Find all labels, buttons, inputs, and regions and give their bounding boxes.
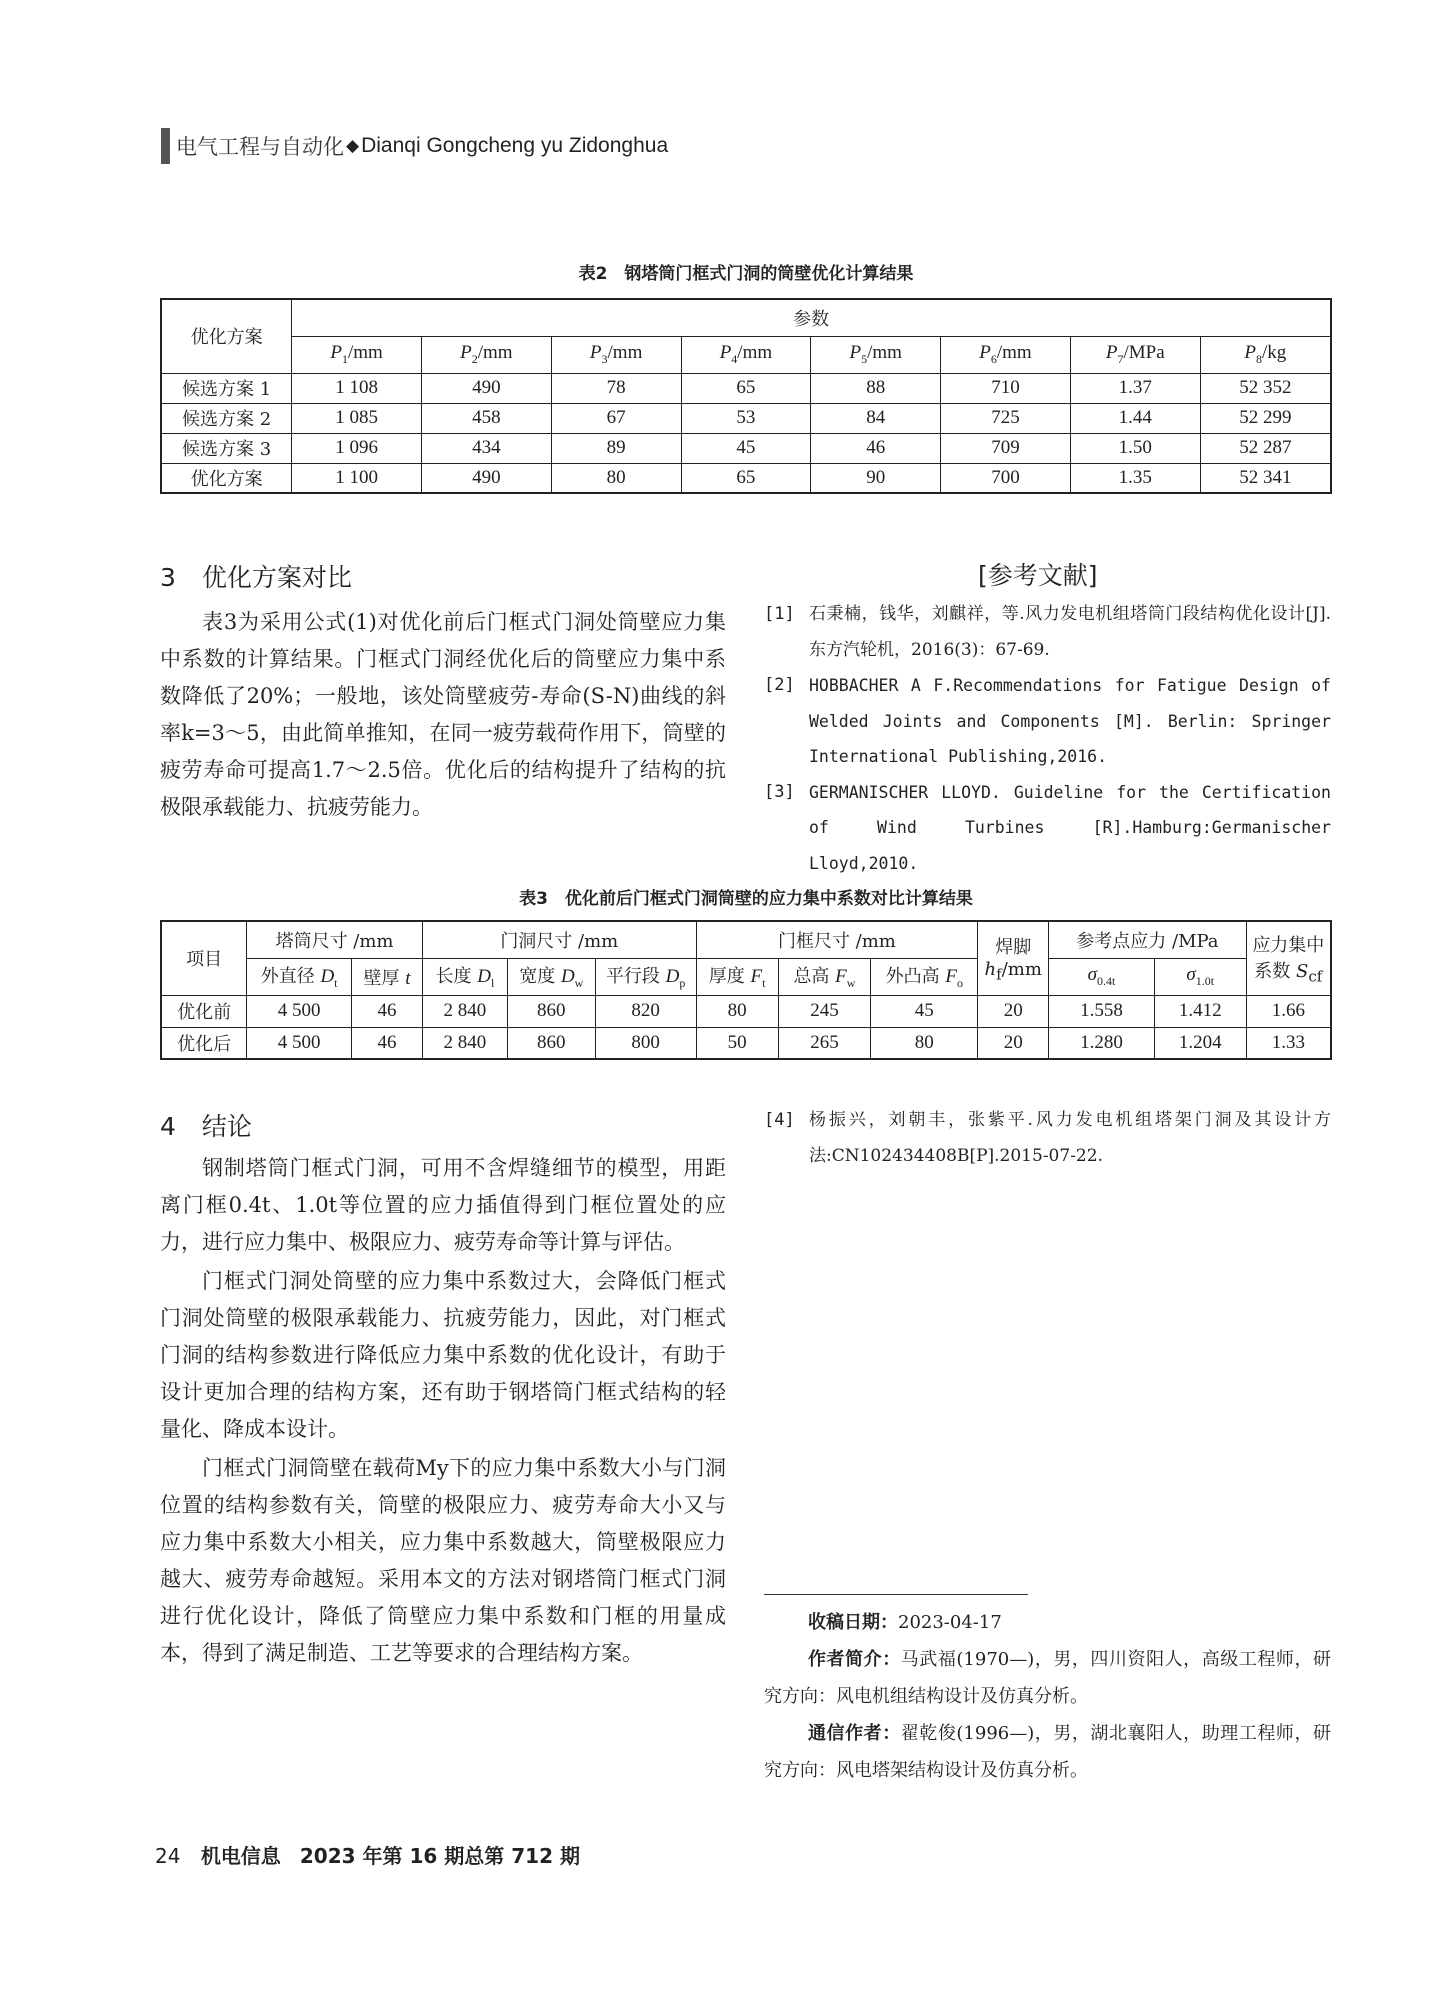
header-symbol: F <box>835 966 847 988</box>
table3-cell: 1.412 <box>1154 995 1246 1027</box>
header-symbol: D <box>320 966 335 988</box>
footnotes <box>764 1604 1331 1789</box>
table3-cell: 50 <box>696 1027 778 1059</box>
header-symbol: t <box>405 967 411 989</box>
section3-paragraph: 表3为采用公式(1)对优化前后门框式门洞处筒壁应力集中系数的计算结果。门框式门洞经优化后的筒壁应力集中系数降低了20%；一般地，该处筒壁疲劳-寿命(S-N)曲线的斜率k=3～5，由此简单推知，在同一疲劳载荷作用下，筒壁的疲劳寿命可提高1.7～2.5倍。优化后的结构提升了结构的抗极限承载能力、抗疲劳能力。 <box>160 610 726 819</box>
header-symbol: F <box>750 966 763 988</box>
header-unit: /mm <box>607 342 643 364</box>
header-label: 壁厚 <box>363 967 406 989</box>
section4-paragraph: 门框式门洞处筒壁的应力集中系数过大，会降低门框式门洞处筒壁的极限承载能力、抗疲劳能力，因此，对门框式门洞的结构参数进行降低应力集中系数的优化设计，有助于设计更加合理的结构方案，还有助于钢塔筒门框式结构的轻量化、降成本设计。 <box>160 1269 726 1441</box>
section4-body <box>160 1150 726 1674</box>
table2-cell: 710 <box>941 373 1071 403</box>
header-subscript: p <box>679 975 686 990</box>
table2-column-header <box>292 336 422 373</box>
header-symbol: P <box>589 342 602 364</box>
header-unit: /kg <box>1262 342 1287 364</box>
table3-sub-header <box>422 958 507 995</box>
table3-group-tower: 塔筒尺寸 /mm <box>247 921 423 958</box>
table2-cell: 434 <box>421 433 551 463</box>
header-label: 宽度 <box>519 966 561 988</box>
header-subscript: 4 <box>731 351 738 366</box>
table2-row <box>161 433 1331 463</box>
table2-row-label: 候选方案 2 <box>161 403 292 433</box>
header-subscript: 6 <box>990 351 997 366</box>
header-symbol: P <box>719 342 732 364</box>
header-symbol: P <box>330 342 342 364</box>
table3-cell: 1.558 <box>1049 995 1155 1027</box>
header-subscript: w <box>846 975 856 990</box>
table2-column-header <box>1070 336 1200 373</box>
table3-stress-header <box>1154 958 1246 995</box>
header-unit: /mm <box>867 342 902 364</box>
header-subscript: t <box>334 975 338 990</box>
reference-number: [1] <box>764 604 795 624</box>
table2-cell: 89 <box>551 433 681 463</box>
table2-cell: 1 100 <box>292 463 422 493</box>
journal-name-cn: 电气工程与自动化 <box>176 135 344 159</box>
table3-item-header: 项目 <box>161 921 247 995</box>
header-label: 总高 <box>793 966 836 988</box>
header-subscript: 7 <box>1117 351 1124 366</box>
reference-item <box>764 668 1331 775</box>
table3-cell: 2 840 <box>422 995 507 1027</box>
section3-number: 3 <box>160 563 176 592</box>
footer-issue: 2023 年第 16 期总第 712 期 <box>299 1844 580 1868</box>
table3-scf-header <box>1246 921 1331 995</box>
table3-weld-header <box>978 921 1049 995</box>
header-symbol: P <box>849 342 862 364</box>
table3-cell: 1.204 <box>1154 1027 1246 1059</box>
table2-row-label: 候选方案 3 <box>161 433 292 463</box>
table3-cell: 1.280 <box>1049 1027 1155 1059</box>
table3-cell: 20 <box>978 995 1049 1027</box>
header-symbol: D <box>477 966 491 988</box>
header-symbol: F <box>945 966 957 988</box>
header-subscript: 2 <box>471 351 478 366</box>
table2 <box>160 298 1332 494</box>
table2-cell: 90 <box>811 463 941 493</box>
weld-symbol: h <box>984 958 997 980</box>
table2-column-header <box>811 336 941 373</box>
scf-symbol: S <box>1296 960 1309 982</box>
running-header <box>161 128 668 164</box>
section3-heading <box>160 558 352 594</box>
header-unit: /mm <box>996 342 1032 364</box>
table3-sub-header <box>247 958 352 995</box>
table3-row <box>161 995 1331 1027</box>
header-symbol: P <box>1244 342 1256 364</box>
header-subscript: w <box>574 975 584 990</box>
table2-cell: 490 <box>421 373 551 403</box>
table2-cell: 725 <box>941 403 1071 433</box>
author-label: 作者简介： <box>808 1649 901 1670</box>
header-subscript: 8 <box>1256 351 1262 366</box>
reference-item <box>764 1103 1331 1174</box>
reference-item <box>764 775 1331 882</box>
table3-row <box>161 1027 1331 1059</box>
header-symbol: P <box>460 342 472 364</box>
table3-row-label: 优化前 <box>161 995 247 1027</box>
table2-cell: 80 <box>551 463 681 493</box>
header-label: 长度 <box>435 966 478 988</box>
table3-sub-header <box>507 958 595 995</box>
header-subscript: t <box>762 975 766 990</box>
table2-row <box>161 463 1331 493</box>
header-subscript: l <box>490 975 495 990</box>
table2-cell: 67 <box>551 403 681 433</box>
table2-column-header <box>1200 336 1331 373</box>
table2-cell: 52 352 <box>1200 373 1331 403</box>
table2-column-header <box>421 336 551 373</box>
table3-cell: 1.33 <box>1246 1027 1331 1059</box>
header-symbol: σ <box>1186 964 1196 986</box>
header-subscript: 3 <box>601 351 608 366</box>
weld-label: 焊脚 <box>995 936 1032 958</box>
author-value: 马武福(1970—)，男，四川资阳人，高级工程师，研究方向：风电机组结构设计及仿真分析。 <box>764 1649 1332 1707</box>
weld-subscript: f <box>996 965 1002 984</box>
received-date <box>764 1604 1331 1641</box>
table2-cell: 709 <box>941 433 1071 463</box>
table2-column-header <box>941 336 1071 373</box>
table3-sub-header <box>352 958 423 995</box>
corresponding-author <box>764 1715 1331 1789</box>
references-list-continued <box>764 1103 1331 1174</box>
reference-text: HOBBACHER A F.Recommendations for Fatigue Design of Welded Joints and Components [M]. Berlin: Springer International Publishing,2016. <box>809 676 1331 766</box>
header-label: 厚度 <box>708 966 751 988</box>
header-unit: /mm <box>347 342 383 364</box>
header-unit: /mm <box>737 342 773 364</box>
header-unit: /MPa <box>1123 342 1165 364</box>
table2-cell: 52 341 <box>1200 463 1331 493</box>
table2-row-label: 候选方案 1 <box>161 373 292 403</box>
table2-cell: 84 <box>811 403 941 433</box>
page-footer <box>155 1840 580 1869</box>
diamond-icon: ◆ <box>346 136 360 156</box>
table2-cell: 52 299 <box>1200 403 1331 433</box>
header-label: 平行段 <box>605 966 666 988</box>
table3-cell: 45 <box>871 995 978 1027</box>
section3-body <box>160 604 726 828</box>
table2-cell: 78 <box>551 373 681 403</box>
table2-cell: 45 <box>681 433 811 463</box>
footnote-rule <box>764 1594 1028 1595</box>
table3-sub-header <box>696 958 778 995</box>
header-label: 外直径 <box>260 966 321 988</box>
scf-label-top: 应力集中 <box>1252 934 1325 956</box>
table3-cell: 265 <box>778 1027 871 1059</box>
table3-cell: 4 500 <box>247 1027 352 1059</box>
table2-cell: 1 096 <box>292 433 422 463</box>
header-bar <box>161 128 170 164</box>
section4-heading <box>160 1107 252 1143</box>
section4-title: 结论 <box>201 1112 252 1141</box>
table3-group-opening: 门洞尺寸 /mm <box>422 921 696 958</box>
references-list <box>764 597 1331 881</box>
reference-number: [2] <box>764 675 795 695</box>
table3-row-label: 优化后 <box>161 1027 247 1059</box>
scf-subscript: cf <box>1308 967 1323 986</box>
header-subscript: o <box>956 975 963 990</box>
section3-title: 优化方案对比 <box>201 563 352 592</box>
table3-cell: 80 <box>871 1027 978 1059</box>
table3-cell: 4 500 <box>247 995 352 1027</box>
references-title: [参考文献] <box>978 561 1098 590</box>
table2-cell: 65 <box>681 463 811 493</box>
table3-cell: 46 <box>352 995 423 1027</box>
section4-paragraph: 钢制塔筒门框式门洞，可用不含焊缝细节的模型，用距离门框0.4t、1.0t等位置的应力插值得到门框位置处的应力，进行应力集中、极限应力、疲劳寿命等计算与评估。 <box>160 1156 726 1254</box>
page-number: 24 <box>155 1844 181 1868</box>
header-symbol: D <box>665 966 680 988</box>
footer-journal: 机电信息 <box>200 1844 281 1868</box>
weld-unit: /mm <box>1001 958 1042 980</box>
journal-name-en: Dianqi Gongcheng yu Zidonghua <box>361 134 669 157</box>
header-symbol: P <box>1105 342 1118 364</box>
table3-cell: 46 <box>352 1027 423 1059</box>
table2-row <box>161 403 1331 433</box>
corr-label: 通信作者： <box>808 1723 901 1744</box>
header-unit: /mm <box>477 342 513 364</box>
table2-cell: 52 287 <box>1200 433 1331 463</box>
header-subscript: 1 <box>341 351 348 366</box>
table3-cell: 245 <box>778 995 871 1027</box>
header-subscript: 5 <box>861 351 868 366</box>
table3-sub-header <box>871 958 978 995</box>
table2-cell: 1.50 <box>1070 433 1200 463</box>
table3-cell: 860 <box>507 995 595 1027</box>
table2-column-header <box>551 336 681 373</box>
header-label: 外凸高 <box>885 966 946 988</box>
table2-row-header: 优化方案 <box>161 299 292 373</box>
table2-cell: 1.37 <box>1070 373 1200 403</box>
table3 <box>160 920 1332 1060</box>
table3-group-frame: 门框尺寸 /mm <box>696 921 978 958</box>
table3-cell: 20 <box>978 1027 1049 1059</box>
table2-cell: 458 <box>421 403 551 433</box>
table2-cell: 1 108 <box>292 373 422 403</box>
reference-text: 杨振兴，刘朝丰，张紫平.风力发电机组塔架门洞及其设计方法:CN102434408B[P].2015-07-22. <box>809 1110 1331 1166</box>
header-symbol: D <box>560 966 575 988</box>
table2-cell: 46 <box>811 433 941 463</box>
scf-label: 系数 <box>1254 960 1297 982</box>
table2-caption: 表2 钢塔筒门框式门洞的筒壁优化计算结果 <box>578 264 914 284</box>
table3-sub-header <box>595 958 696 995</box>
reference-text: 石秉楠，钱华，刘麒祥，等.风力发电机组塔筒门段结构优化设计[J].东方汽轮机，2016(3)：67-69. <box>809 604 1331 660</box>
reference-number: [3] <box>764 781 795 802</box>
reference-item <box>764 597 1331 668</box>
table2-cell: 88 <box>811 373 941 403</box>
header-subscript: 1.0t <box>1195 973 1215 988</box>
author-bio <box>764 1641 1331 1715</box>
section4-number: 4 <box>160 1112 176 1141</box>
table3-stress-header <box>1049 958 1155 995</box>
table2-cell: 65 <box>681 373 811 403</box>
corr-value: 翟乾俊(1996—)，男，湖北襄阳人，助理工程师，研究方向：风电塔架结构设计及仿真分析。 <box>764 1723 1332 1781</box>
received-value: 2023-04-17 <box>898 1612 1002 1633</box>
table3-cell: 820 <box>595 995 696 1027</box>
table3-cell: 860 <box>507 1027 595 1059</box>
reference-number: [4] <box>764 1110 795 1130</box>
table2-column-header <box>681 336 811 373</box>
table2-row <box>161 373 1331 403</box>
table3-cell: 1.66 <box>1246 995 1331 1027</box>
table2-row-label: 优化方案 <box>161 463 292 493</box>
table3-caption: 表3 优化前后门框式门洞筒壁的应力集中系数对比计算结果 <box>519 889 973 909</box>
table2-cell: 1.44 <box>1070 403 1200 433</box>
table3-cell: 2 840 <box>422 1027 507 1059</box>
received-label: 收稿日期： <box>808 1612 898 1633</box>
table2-cell: 1 085 <box>292 403 422 433</box>
table3-cell: 800 <box>595 1027 696 1059</box>
table3-cell: 80 <box>696 995 778 1027</box>
header-symbol: P <box>979 342 991 364</box>
table3-group-stress: 参考点应力 /MPa <box>1049 921 1246 958</box>
table2-cell: 490 <box>421 463 551 493</box>
header-symbol: σ <box>1087 964 1098 986</box>
section4-paragraph: 门框式门洞筒壁在载荷My下的应力集中系数大小与门洞位置的结构参数有关，筒壁的极限应力、疲劳寿命大小又与应力集中系数大小相关，应力集中系数越大，筒壁极限应力越大、疲劳寿命越短。采用本文的方法对钢塔筒门框式门洞进行优化设计，降低了筒壁应力集中系数和门框的用量成本，得到了满足制造、工艺等要求的合理结构方案。 <box>160 1456 726 1665</box>
table2-cell: 1.35 <box>1070 463 1200 493</box>
table3-sub-header <box>778 958 871 995</box>
table2-cell: 700 <box>941 463 1071 493</box>
table2-group-header: 参数 <box>292 299 1331 336</box>
reference-text: GERMANISCHER LLOYD. Guideline for the Certification of Wind Turbines [R].Hamburg:Germanischer Lloyd,2010. <box>809 782 1331 873</box>
header-subscript: 0.4t <box>1097 973 1116 988</box>
table2-cell: 53 <box>681 403 811 433</box>
